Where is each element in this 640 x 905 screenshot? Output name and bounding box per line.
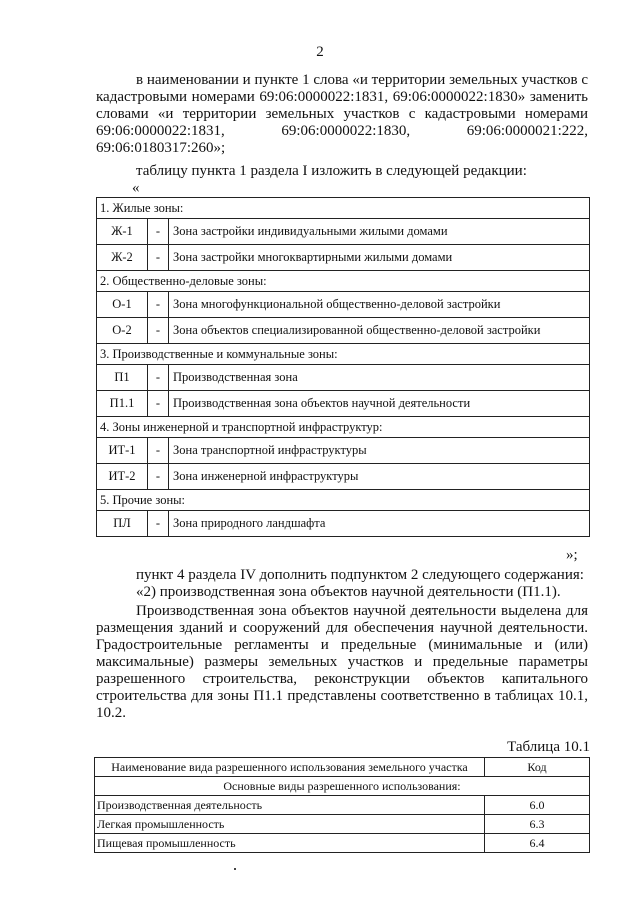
zone-code: ИТ-1	[97, 438, 148, 463]
zone-dash: -	[148, 365, 169, 390]
zone-code: Ж-2	[97, 245, 148, 270]
subpoint-title: «2) производственная зона объектов научной деятельности (П1.1).	[136, 584, 561, 600]
table-caption: Таблица 10.1	[507, 739, 590, 755]
zone-dash: -	[148, 292, 169, 317]
zone-code: О-1	[97, 292, 148, 317]
quote-close: »;	[566, 547, 578, 563]
zone-group-title: 3. Производственные и коммунальные зоны:	[97, 344, 589, 365]
use-code: 6.4	[529, 836, 545, 850]
zone-name: Зона природного ландшафта	[173, 516, 326, 530]
zone-row	[97, 438, 589, 464]
use-code: 6.3	[529, 817, 545, 831]
zone-group-title: 5. Прочие зоны:	[97, 490, 589, 511]
quote-open: «	[132, 180, 140, 196]
zone-description: Производственная зона объектов научной деятельности выделена для размещения зданий и сооружений для обеспечения научной деятельности. Градостроительные регламенты и предельные (минимальные и (или) максимальные) размеры земельных участков и предельные параметры разрешенного строительства, реконструкции объектов капитального строительства для зоны П1.1 представлены соответственно в таблицах 10.1, 10.2.	[96, 603, 588, 721]
zone-group-title: 2. Общественно-деловые зоны:	[97, 271, 589, 292]
zone-group-title: 1. Жилые зоны:	[97, 198, 589, 219]
zone-name: Зона объектов специализированной общественно-деловой застройки	[173, 323, 541, 337]
use-name: Пищевая промышленность	[95, 834, 485, 852]
zone-dash: -	[148, 245, 169, 270]
table-header-row	[95, 758, 589, 777]
table-row	[95, 796, 589, 815]
zone-group-title: 4. Зоны инженерной и транспортной инфраструктур:	[97, 417, 589, 438]
zone-name: Зона инженерной инфраструктуры	[173, 469, 359, 483]
intro-paragraph: в наименовании и пункте 1 слова «и территории земельных участков с кадастровыми номерами 69:06:0000022:1831, 69:06:0000022:1830» заменить словами «и территории земельных участков с кадастровыми номерами 69:06:0000022:1831, 69:06:0000022:1830, 69:06:0000021:222, 69:06:0180317:260»;	[96, 72, 588, 156]
zone-code: ПЛ	[97, 511, 148, 536]
zone-dash: -	[148, 219, 169, 244]
table-section-row	[95, 777, 589, 796]
zone-code: ИТ-2	[97, 464, 148, 489]
header-name: Наименование вида разрешенного использования земельного участка	[95, 758, 485, 776]
intro-table-instruction: таблицу пункта 1 раздела I изложить в следующей редакции:	[136, 163, 527, 179]
scan-speck	[234, 868, 236, 870]
zone-row	[97, 464, 589, 490]
zone-row	[97, 245, 589, 271]
zone-dash: -	[148, 391, 169, 416]
zone-name: Зона застройки индивидуальными жилыми домами	[173, 224, 448, 238]
use-name: Легкая промышленность	[95, 815, 485, 833]
zone-name: Производственная зона объектов научной деятельности	[173, 396, 471, 410]
zone-dash: -	[148, 464, 169, 489]
zone-code: П1.1	[97, 391, 148, 416]
zone-row	[97, 391, 589, 417]
zone-code: П1	[97, 365, 148, 390]
zone-name: Зона многофункциональной общественно-деловой застройки	[173, 297, 501, 311]
zone-row	[97, 365, 589, 391]
zone-row	[97, 219, 589, 245]
zone-code: Ж-1	[97, 219, 148, 244]
zone-dash: -	[148, 318, 169, 343]
header-code: Код	[527, 760, 547, 774]
table-row	[95, 834, 589, 852]
zone-dash: -	[148, 438, 169, 463]
zones-table	[96, 197, 590, 537]
use-name: Производственная деятельность	[95, 796, 485, 814]
zone-row	[97, 318, 589, 344]
use-code: 6.0	[529, 798, 545, 812]
zone-name: Производственная зона	[173, 370, 298, 384]
zone-name: Зона транспортной инфраструктуры	[173, 443, 367, 457]
zone-name: Зона застройки многоквартирными жилыми домами	[173, 250, 453, 264]
zone-code: О-2	[97, 318, 148, 343]
section-title: Основные виды разрешенного использования:	[223, 779, 461, 793]
table-row	[95, 815, 589, 834]
amendment-paragraph: пункт 4 раздела IV дополнить подпунктом 2 следующего содержания:	[136, 567, 584, 583]
zone-dash: -	[148, 511, 169, 536]
zone-row	[97, 511, 589, 536]
zone-row	[97, 292, 589, 318]
table-10-1	[94, 757, 590, 853]
page-number: 2	[316, 44, 324, 60]
